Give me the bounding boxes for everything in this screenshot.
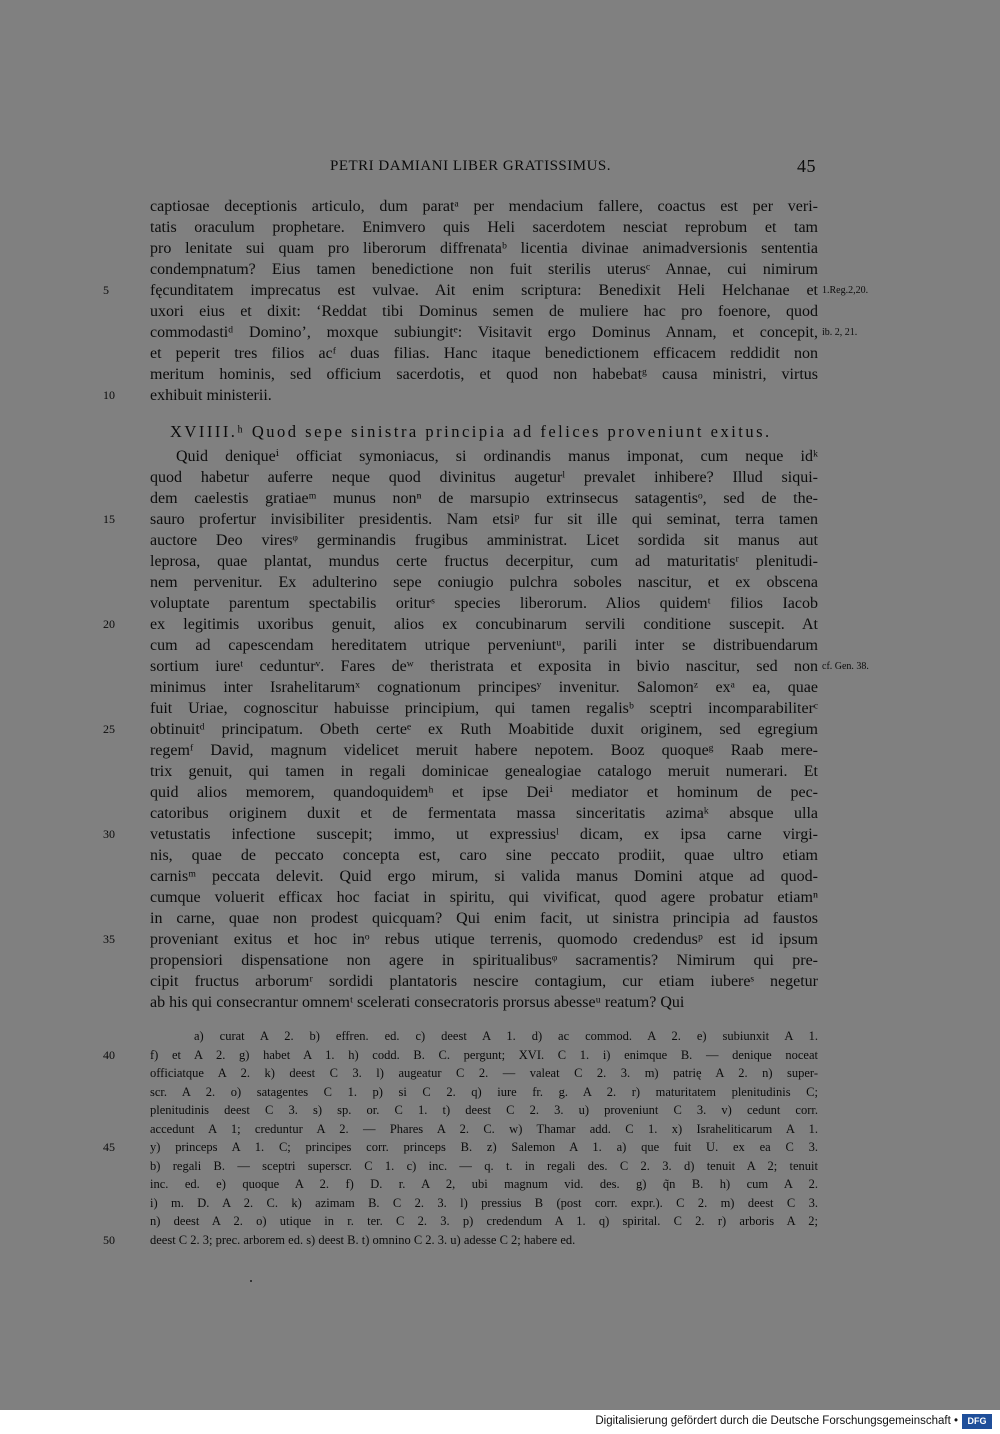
chapter-heading-block xyxy=(150,420,818,444)
footnote-line xyxy=(150,1083,818,1102)
line-text: uxori eius et dixit: ‘Reddat tibi Dominus semen de muliere hac pro foenore, quod xyxy=(150,303,818,320)
line-text: n) deest A 2. o) utique in r. ter. C 2. 3. p) credendum A 1. q) spirital. C 2. r) arboris A 2; xyxy=(150,1214,818,1228)
line-number: 45 xyxy=(103,1140,115,1154)
line-text: y) princeps A 1. C; principes corr. princeps B. z) Salemon A 1. a) que fuit U. ex ea C 3. xyxy=(150,1140,818,1154)
text-line xyxy=(150,322,858,343)
critical-apparatus xyxy=(103,1027,818,1249)
text-line xyxy=(150,217,818,238)
line-text: exhibuit ministerii. xyxy=(150,387,272,404)
line-text: nem pervenitur. Ex adulterino sepe coniugio pulchra soboles nascitur, et ex obscena xyxy=(150,574,818,591)
text-line xyxy=(150,803,818,824)
line-text: catoribus originem duxit et de fermentata massa sinceritatis azimaᵏ absque ulla xyxy=(150,805,818,822)
line-text: proveniant exitus et hoc inᵒ rebus utique terrenis, quomodo credendusᵖ est id ipsum xyxy=(150,931,818,948)
line-text: Quid deniqueⁱ officiat symoniacus, si ordinandis manus imponat, cum neque idᵏ xyxy=(176,448,818,465)
text-line xyxy=(150,866,818,887)
text-line xyxy=(150,908,818,929)
footer-bar xyxy=(0,1410,1000,1434)
line-number: 35 xyxy=(103,932,115,946)
line-number: 10 xyxy=(103,388,115,402)
footnote-line xyxy=(103,1046,818,1065)
line-text: condempnatum? Eius tamen benedictione non fuit sterilis uterusᶜ Annae, cui nimirum xyxy=(150,261,818,278)
line-number: 15 xyxy=(103,512,115,526)
line-text: meritum hominis, sed officium sacerdotis, et quod non habebatᵍ causa ministri, virtus xyxy=(150,366,818,383)
text-line xyxy=(150,740,818,761)
text-line xyxy=(103,824,818,845)
line-number: 40 xyxy=(103,1047,115,1062)
text-line xyxy=(103,509,818,530)
line-text: et peperit tres filios acᶠ duas filias. Hanc itaque benedictionem efficacem reddidit non xyxy=(150,345,818,362)
line-number: 25 xyxy=(103,722,115,736)
line-text: commodastiᵈ Domino’, moxque subiungitᵉ: Visitavit ergo Dominus Annam, et concepit, xyxy=(150,324,818,341)
text-line xyxy=(150,196,818,217)
line-text: scr. A 2. o) satagentes C 1. p) si C 2. q) iure fr. g. A 2. r) maturitatem plenitudinis C; xyxy=(150,1084,818,1099)
text-line xyxy=(150,698,818,719)
line-text: regemᶠ David, magnum videlicet meruit habere nepotem. Booz quoqueᵍ Raab mere- xyxy=(150,742,818,759)
dfg-logo: DFG xyxy=(962,1414,992,1429)
line-text: nis, quae de peccato concepta est, caro sine peccato prodiit, quae ultro etiam xyxy=(150,847,818,864)
margin-reference: cf. Gen. 38. xyxy=(822,661,869,672)
footnote-line xyxy=(150,1120,818,1139)
text-line xyxy=(150,259,818,280)
line-text: trix genuit, qui tamen in regali dominicae genealogiae catalogo meruit numerari. Et xyxy=(150,763,818,780)
text-line xyxy=(150,301,818,322)
margin-reference: ib. 2, 21. xyxy=(822,327,858,338)
line-text: tatis oraculum prophetare. Enimvero quis Heli sacerdotem nesciat reprobum et tam xyxy=(150,219,818,236)
line-number: 5 xyxy=(103,283,109,297)
line-text: inc. ed. e) quoque A 2. f) D. r. A 2, ubi magnum vid. des. g) q̃n B. h) cum A 2. xyxy=(150,1177,818,1191)
text-line xyxy=(150,656,869,677)
line-text: propensiori dispensatione non agere in spiritualibusᵠ sacramentis? Nimirum qui pre- xyxy=(150,952,818,969)
margin-reference: 1.Reg.2,20. xyxy=(822,285,869,296)
line-text: voluptate parentum spectabilis oriturˢ species liberorum. Alios quidemᵗ filios Iacob xyxy=(150,595,818,612)
footer-credit: Digitalisierung gefördert durch die Deutsche Forschungsgemeinschaft • xyxy=(595,1415,958,1427)
footnote-line xyxy=(150,1157,818,1176)
text-line xyxy=(150,488,818,509)
line-text: plenitudinis deest C 3. s) sp. or. C 1. t) deest C 2. 3. u) proveniunt C 3. v) cedunt corr. xyxy=(150,1103,818,1117)
text-line xyxy=(150,467,818,488)
text-line xyxy=(150,677,818,698)
line-text: dem caelestis gratiaeᵐ munus nonⁿ de marsupio extrinsecus satagentisᵒ, sed de the- xyxy=(150,490,818,507)
paragraph-2 xyxy=(103,446,869,1013)
text-line xyxy=(103,719,818,740)
line-text: minimus inter Israhelitarumˣ cognationum principesʸ invenitur. Salomonᶻ exᵃ ea, quae xyxy=(150,679,818,696)
footnote-line xyxy=(150,1064,818,1083)
line-text: auctore Deo viresᵠ germinandis frugibus amministrat. Licet sordida sit manus aut xyxy=(150,532,818,549)
text-line xyxy=(150,530,818,551)
speck xyxy=(250,1280,252,1282)
running-title: PETRI DAMIANI LIBER GRATISSIMUS. xyxy=(330,158,612,174)
footnote-line xyxy=(150,1212,818,1231)
line-text: fęcunditatem imprecatus est vulvae. Ait enim scriptura: Benedixit Heli Helchanae et xyxy=(150,282,818,299)
text-line xyxy=(103,929,818,950)
line-text: ex legitimis uxoribus genuit, alios ex concubinarum servili conditione suscepit. At xyxy=(150,616,818,633)
line-text: fuit Uriae, cognoscitur habuisse principium, qui tamen regalisᵇ sceptri incomparabiliterᶜ xyxy=(150,700,818,717)
line-text: in carne, quae non prodest quicquam? Qui enim facit, ut sinistra principia ad faustos xyxy=(150,910,818,927)
footnote-line xyxy=(150,1175,818,1194)
text-line xyxy=(150,635,818,656)
line-text: pro lenitate sui quam pro liberorum diffrenataᵇ licentia divinae animadversionis sententia xyxy=(150,240,818,257)
line-text: carnisᵐ peccata delevit. Quid ergo mirum, si valida manus Domini atque ad quod- xyxy=(150,868,818,885)
text-line xyxy=(150,593,818,614)
line-number: 50 xyxy=(103,1232,115,1247)
footnote-line xyxy=(150,1101,818,1120)
text-line xyxy=(150,572,818,593)
text-line xyxy=(150,992,818,1013)
line-text: a) curat A 2. b) effren. ed. c) deest A 1. d) ac commod. A 2. e) subiunxit A 1. xyxy=(194,1029,818,1043)
line-text: sortium iureᵗ cedunturᵛ. Fares deʷ theristrata et exposita in bivio nascitur, sed non xyxy=(150,658,818,675)
line-text: deest C 2. 3; prec. arborem ed. s) deest B. t) omnino C 2. 3. u) adesse C 2; habere ed. xyxy=(150,1232,576,1247)
line-text: officiatque A 2. k) deest C 3. l) augeatur C 2. — valeat C 2. 3. m) patrię A 2. n) super- xyxy=(150,1066,818,1080)
text-line xyxy=(150,551,818,572)
line-text: quod habetur auferre neque quod divinitus augeturˡ prevalet inhibere? Illud siqui- xyxy=(150,469,818,486)
text-line xyxy=(150,887,818,908)
paragraph-1 xyxy=(103,196,869,406)
text-line xyxy=(150,782,818,803)
footnote-line xyxy=(150,1194,818,1213)
text-line xyxy=(103,280,869,301)
line-text: ab his qui consecrantur omnemᵗ scelerati consecratoris prorsus abesseᵘ reatum? Qui xyxy=(150,994,685,1011)
text-line xyxy=(150,343,818,364)
text-line xyxy=(150,971,818,992)
text-line xyxy=(150,446,818,467)
line-text: cumque voluerit efficax hoc faciat in spiritu, qui vivificat, quod agere probatur etiamⁿ xyxy=(150,889,818,906)
line-number: 20 xyxy=(103,617,115,631)
running-header xyxy=(150,158,818,182)
line-text: captiosae deceptionis articulo, dum paratᵃ per mendacium fallere, coactus est per veri- xyxy=(150,198,818,215)
text-line xyxy=(150,950,818,971)
footnote-line xyxy=(150,1027,818,1046)
footnote-line xyxy=(103,1138,818,1157)
line-number: 30 xyxy=(103,827,115,841)
line-text: accedunt A 1; creduntur A 2. — Phares A 2. C. w) Thamar add. C 1. x) Israheliticarum A 1. xyxy=(150,1121,818,1136)
text-line xyxy=(150,845,818,866)
footnote-line xyxy=(103,1231,818,1250)
text-line xyxy=(103,385,818,406)
text-line xyxy=(150,238,818,259)
line-text: leprosa, quae plantat, mundus certe fructus decerpitur, cum ad maturitatisʳ plenitudi- xyxy=(150,553,818,570)
text-line xyxy=(103,614,818,635)
line-text: sauro profertur invisibiliter presidentis. Nam etsiᵖ fur sit ille qui seminat, terra tamen xyxy=(150,511,818,528)
line-text: cipit fructus arborumʳ sordidi plantatoris nescire contagium, cur etiam iubereˢ negetur xyxy=(150,973,818,990)
line-text: obtinuitᵈ principatum. Obeth certeᵉ ex Ruth Moabitide duxit originem, sed egregium xyxy=(150,721,818,738)
text-line xyxy=(150,761,818,782)
text-line xyxy=(150,364,818,385)
line-text: i) m. D. A 2. C. k) azimam B. C 2. 3. l) pressius B (post corr. expr.). C 2. m) deest C 3. xyxy=(150,1195,818,1210)
chapter-heading: XVIIII.ʰ Quod sepe sinistra principia ad felices proveniunt exitus. xyxy=(170,422,772,441)
line-text: vetustatis infectione suscepit; immo, ut expressiusˡ dicam, ex ipsa carne virgi- xyxy=(150,826,818,843)
line-text: b) regali B. — sceptri superscr. C 1. c) inc. — q. t. in regali des. C 2. 3. d) tenuit A 2; tenuit xyxy=(150,1158,818,1173)
line-text: f) et A 2. g) habet A 1. h) codd. B. C. pergunt; XVI. C 1. i) enimque B. — denique noceat xyxy=(150,1047,818,1062)
page-number: 45 xyxy=(797,156,816,176)
line-text: cum ad capescendam hereditatem utrique perveniuntᵘ, parili inter se distribuendarum xyxy=(150,637,818,654)
line-text: quid alios memorem, quandoquidemʰ et ipse Deiⁱ mediator et hominum de pec- xyxy=(150,784,818,801)
